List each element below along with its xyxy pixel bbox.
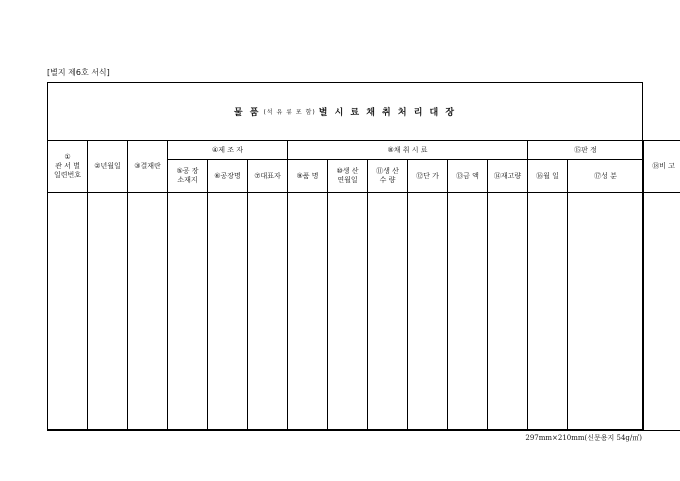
header-representative: ⑦대표자 xyxy=(248,160,288,193)
empty-cell[interactable] xyxy=(48,193,88,431)
header-production-date: ⑩생 산 연월일 xyxy=(328,160,368,193)
header-judgment-date: ⑯월 일 xyxy=(528,160,568,193)
empty-cell[interactable] xyxy=(328,193,368,431)
form-number-label: [별지 제6호 서식] xyxy=(47,68,110,77)
header-production-quantity: ⑪생 산 수 량 xyxy=(368,160,408,193)
table-body-row xyxy=(48,193,680,431)
empty-cell[interactable] xyxy=(644,193,680,431)
empty-cell[interactable] xyxy=(168,193,208,431)
header-factory-location: ⑤공 장 소재지 xyxy=(168,160,208,193)
header-factory-name: ⑥공장명 xyxy=(208,160,248,193)
title-part-a: 물 품 xyxy=(233,108,261,118)
header-judgment-component: ⑰성 분 xyxy=(568,160,644,193)
empty-cell[interactable] xyxy=(288,193,328,431)
header-stock: ⑭재고량 xyxy=(488,160,528,193)
register-title xyxy=(48,83,642,141)
title-part-b: 별 시 료 채 취 처 리 대 장 xyxy=(318,108,457,118)
empty-cell[interactable] xyxy=(88,193,128,431)
empty-cell[interactable] xyxy=(568,193,644,431)
empty-cell[interactable] xyxy=(528,193,568,431)
register-table xyxy=(47,140,680,431)
empty-cell[interactable] xyxy=(368,193,408,431)
header-manufacturer-group: ④제 조 자 xyxy=(168,141,288,160)
empty-cell[interactable] xyxy=(408,193,448,431)
header-judgment-group: ⑮판 정 xyxy=(528,141,644,160)
header-item-name: ⑨품 명 xyxy=(288,160,328,193)
header-approval: ③결재란 xyxy=(128,141,168,193)
empty-cell[interactable] xyxy=(208,193,248,431)
header-date: ②년월일 xyxy=(88,141,128,193)
register-frame xyxy=(47,82,675,430)
header-sample-group: ⑧채 취 시 료 xyxy=(288,141,528,160)
header-serial-number: ① 관 서 별 일련번호 xyxy=(48,141,88,193)
paper-spec-footer: 297mm×210mm(신문용지 54g/㎡) xyxy=(525,434,642,442)
empty-cell[interactable] xyxy=(128,193,168,431)
header-remarks: ⑱비 고 xyxy=(644,141,680,193)
header-amount: ⑬금 액 xyxy=(448,160,488,193)
empty-cell[interactable] xyxy=(248,193,288,431)
title-parenthetical: (석 유 류 포 함) xyxy=(263,109,316,116)
header-unit-price: ⑫단 가 xyxy=(408,160,448,193)
empty-cell[interactable] xyxy=(448,193,488,431)
empty-cell[interactable] xyxy=(488,193,528,431)
